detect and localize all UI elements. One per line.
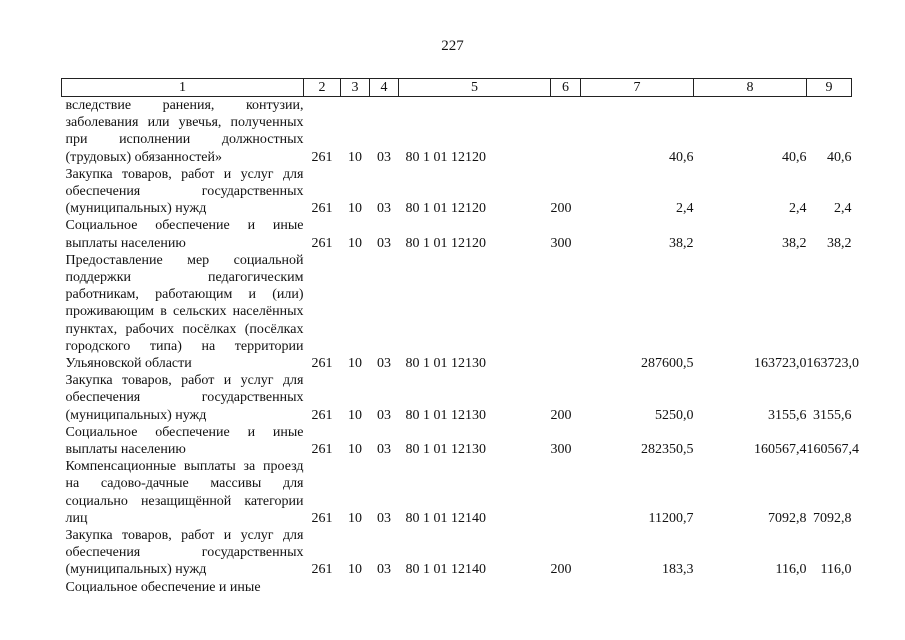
row-target-article: 80 1 01 12130 [405,442,486,458]
budget-table [61,78,859,596]
row-value-col7: 5250,0 [655,407,694,423]
row-section-code: 10 [348,356,362,372]
row-section-code: 10 [348,407,362,423]
row-ministry-code: 261 [311,442,333,458]
row-name: Компенсационные выплаты за проезд на садово-дачные массивы для социально незащищённой категории лиц [65,459,304,526]
row-ministry-code: 261 [311,149,333,165]
row-subsection-code: 03 [377,442,391,458]
row-value-col8: 38,2 [782,235,807,251]
row-target-article [399,579,551,596]
header-cell-4: 4 [370,79,399,97]
table-header [62,79,852,97]
row-value-col7: 287600,5 [641,356,694,372]
row-section-code [341,579,370,596]
row-expense-type [551,97,581,166]
row-name: вследствие ранения, контузии, заболевания или увечья, полученных при исполнении должностных (трудовых) обязанностей» [65,98,304,165]
header-cell-1: 1 [62,79,304,97]
row-name: Социальное обеспечение и иные выплаты населению [65,218,304,251]
row-value-col9: 40,6 [827,149,852,165]
row-expense-type [551,579,581,596]
row-value-col9: 116,0 [820,562,852,578]
table-row [62,252,852,372]
row-target-article: 80 1 01 12120 [405,149,486,165]
row-subsection-code: 03 [377,562,391,578]
row-value-col8 [694,579,807,596]
row-name: Предоставление мер социальной поддержки педагогическим работникам, работающим и (или) проживающим в сельских населённых пунктах, рабочих посёлках (посёлках городского типа) на территории Ульяновской области [65,252,304,372]
row-ministry-code: 261 [311,201,333,217]
table-row [62,458,852,527]
header-cell-7: 7 [581,79,694,97]
table-row [62,97,852,166]
table-row [62,166,852,218]
header-cell-5: 5 [399,79,551,97]
row-ministry-code: 261 [311,407,333,423]
row-value-col9: 3155,6 [813,407,852,423]
row-value-col7: 11200,7 [648,510,694,526]
row-subsection-code: 03 [377,149,391,165]
row-subsection-code: 03 [377,356,391,372]
row-target-article: 80 1 01 12120 [405,201,486,217]
row-ministry-code: 261 [311,356,333,372]
table-row [62,527,852,579]
row-ministry-code [304,579,341,596]
row-value-col9: 163723,0 [806,356,859,372]
row-target-article: 80 1 01 12140 [405,510,486,526]
row-subsection-code: 03 [377,235,391,251]
header-row [62,79,852,97]
row-value-col9: 7092,8 [813,510,852,526]
row-section-code: 10 [348,235,362,251]
row-value-col8: 160567,4 [754,442,807,458]
row-expense-type: 300 [550,442,572,458]
table-body [62,97,859,596]
header-cell-2: 2 [304,79,341,97]
row-value-col8: 3155,6 [768,407,807,423]
table-row [62,217,852,251]
row-section-code: 10 [348,562,362,578]
header-cell-8: 8 [694,79,807,97]
row-target-article: 80 1 01 12140 [405,562,486,578]
row-section-code: 10 [348,149,362,165]
row-value-col7: 282350,5 [641,442,694,458]
row-value-col7: 183,3 [662,562,694,578]
row-subsection-code: 03 [377,201,391,217]
row-value-col7: 2,4 [676,201,694,217]
row-ministry-code: 261 [311,510,333,526]
row-name: Социальное обеспечение и иные выплаты населению [65,424,304,458]
row-section-code: 10 [348,201,362,217]
row-expense-type: 200 [550,562,572,578]
row-value-col8: 116,0 [775,562,807,578]
row-name: Социальное обеспечение и иные [65,579,261,595]
row-section-code: 10 [348,510,362,526]
row-subsection-code [370,579,399,596]
row-name: Закупка товаров, работ и услуг для обеспечения государственных (муниципальных) нужд [65,373,304,423]
row-target-article: 80 1 01 12130 [405,356,486,372]
row-ministry-code: 261 [311,235,333,251]
table-row [62,579,852,596]
row-value-col7: 38,2 [669,235,694,251]
row-expense-type: 200 [550,201,572,217]
row-value-col7 [581,579,694,596]
row-value-col7: 40,6 [669,149,694,165]
row-target-article: 80 1 01 12120 [405,235,486,251]
row-name: Закупка товаров, работ и услуг для обеспечения государственных (муниципальных) нужд [65,166,304,217]
row-expense-type [551,458,581,527]
row-subsection-code: 03 [377,407,391,423]
row-section-code: 10 [348,442,362,458]
header-cell-9: 9 [807,79,852,97]
row-name: Закупка товаров, работ и услуг для обеспечения государственных (муниципальных) нужд [65,528,304,578]
row-subsection-code: 03 [377,510,391,526]
header-cell-3: 3 [341,79,370,97]
row-value-col8: 163723,0 [754,356,807,372]
table-row [62,424,852,458]
row-expense-type [551,252,581,372]
row-value-col9: 2,4 [834,201,852,217]
page-number: 227 [441,38,464,54]
header-cell-6: 6 [551,79,581,97]
row-value-col8: 2,4 [789,201,807,217]
row-expense-type: 300 [550,235,572,251]
row-value-col9: 38,2 [827,235,852,251]
row-value-col9: 160567,4 [806,442,859,458]
row-value-col8: 7092,8 [768,510,807,526]
row-value-col9 [807,579,852,596]
table-row [62,372,852,424]
row-ministry-code: 261 [311,562,333,578]
row-expense-type: 200 [550,407,572,423]
row-target-article: 80 1 01 12130 [405,407,486,423]
row-value-col8: 40,6 [782,149,807,165]
